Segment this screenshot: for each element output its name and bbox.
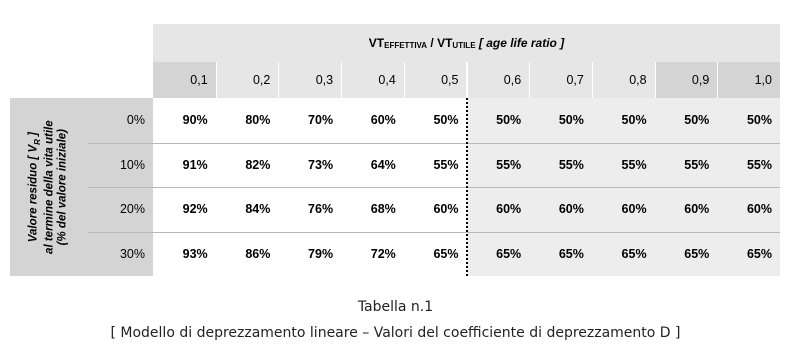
table-cell: 84% xyxy=(245,202,271,217)
table-cell: 50% xyxy=(592,98,655,143)
column-divider xyxy=(717,62,718,98)
side-axis-label xyxy=(10,98,88,276)
caption-subtitle: [ Modello di deprezzamento lineare – Valori del coefficiente di deprezzamento D ] xyxy=(110,325,681,341)
table-cell: 92% xyxy=(182,202,208,217)
table-cell: 79% xyxy=(308,246,334,261)
table-cell: 90% xyxy=(182,113,208,128)
column-divider xyxy=(655,62,656,98)
column-header-3: 0,3 xyxy=(278,62,341,98)
table-cell: 70% xyxy=(308,113,334,128)
row-divider xyxy=(88,232,780,233)
table-cell: 91% xyxy=(182,157,208,172)
table-cell: 65% xyxy=(529,232,592,277)
table-cell: 55% xyxy=(592,143,655,188)
row-label-2: 10% xyxy=(88,143,153,188)
table-cell: 50% xyxy=(655,98,718,143)
header-sub-utile: UTILE xyxy=(452,40,476,50)
caption-title: Tabella n.1 xyxy=(357,299,434,315)
row-divider xyxy=(88,187,780,188)
column-header-10: 1,0 xyxy=(717,62,780,98)
table-cell: 86% xyxy=(245,246,271,261)
column-header-4: 0,4 xyxy=(341,62,404,98)
header-sub-effettiva: EFFETTIVA xyxy=(384,40,428,50)
table-cell: 55% xyxy=(655,143,718,188)
table-cell: 55% xyxy=(467,143,530,188)
table-cell: 50% xyxy=(467,98,530,143)
column-header-5: 0,5 xyxy=(404,62,467,98)
table-cell: 50% xyxy=(717,98,780,143)
column-divider xyxy=(278,62,279,98)
column-header-8: 0,8 xyxy=(592,62,655,98)
table-cell: 60% xyxy=(370,113,396,128)
table-cell: 60% xyxy=(529,187,592,232)
table-cell: 82% xyxy=(245,157,271,172)
side-label-line3: (% del valore iniziale) xyxy=(57,128,70,246)
row-label-1: 0% xyxy=(88,98,153,143)
table-cell: 65% xyxy=(433,246,459,261)
column-header-6: 0,6 xyxy=(467,62,530,98)
table-cell: 65% xyxy=(467,232,530,277)
header-vt-prefix: VT xyxy=(368,36,385,50)
table-cell: 73% xyxy=(308,157,334,172)
column-divider xyxy=(592,62,593,98)
table-cell: 65% xyxy=(592,232,655,277)
column-divider xyxy=(216,62,217,98)
table-cell: 93% xyxy=(182,246,208,261)
table-cell: 50% xyxy=(433,113,459,128)
table-cell: 60% xyxy=(467,187,530,232)
header-bracket-label: [ age life ratio ] xyxy=(475,36,565,50)
table-cell: 72% xyxy=(370,246,396,261)
column-divider xyxy=(467,62,468,98)
half-life-divider xyxy=(466,98,468,276)
column-header-2: 0,2 xyxy=(216,62,279,98)
depreciation-table xyxy=(10,24,780,276)
column-header-7: 0,7 xyxy=(529,62,592,98)
table-cell: 55% xyxy=(717,143,780,188)
table-cell: 60% xyxy=(655,187,718,232)
column-divider xyxy=(529,62,530,98)
table-cell: 55% xyxy=(433,157,459,172)
table-header-title xyxy=(153,24,780,62)
row-divider xyxy=(88,143,780,144)
column-divider xyxy=(404,62,405,98)
table-cell: 65% xyxy=(717,232,780,277)
row-label-3: 20% xyxy=(88,187,153,232)
column-header-1: 0,1 xyxy=(153,62,216,98)
table-cell: 68% xyxy=(370,202,396,217)
side-label-line1-sub: R xyxy=(33,138,43,145)
side-label-line1-end: ] xyxy=(27,131,40,139)
table-cell: 50% xyxy=(529,98,592,143)
table-cell: 60% xyxy=(433,202,459,217)
table-cell: 60% xyxy=(592,187,655,232)
header-separator: / VT xyxy=(427,36,453,50)
table-cell: 55% xyxy=(529,143,592,188)
table-cell: 65% xyxy=(655,232,718,277)
table-cell: 64% xyxy=(370,157,396,172)
table-caption xyxy=(0,294,791,346)
table-cell: 76% xyxy=(308,202,334,217)
table-cell: 60% xyxy=(717,187,780,232)
table-cell: 80% xyxy=(245,113,271,128)
side-label-line1: Valore residuo [ V xyxy=(27,144,40,243)
row-label-4: 30% xyxy=(88,232,153,277)
column-header-9: 0,9 xyxy=(655,62,718,98)
side-label-line2: al termine della vita utile xyxy=(44,120,57,254)
column-divider xyxy=(341,62,342,98)
